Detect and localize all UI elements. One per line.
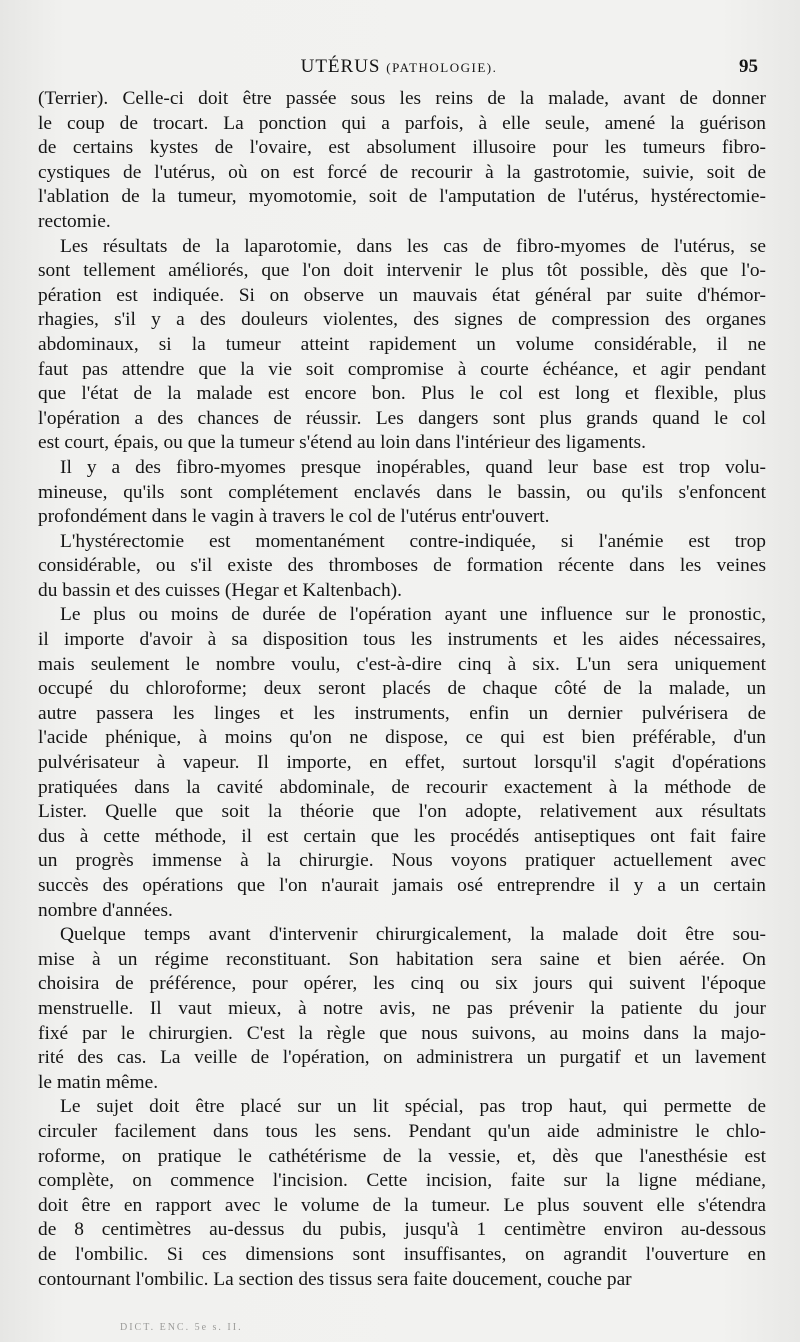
text-line: sont tellement améliorés, que l'on doit intervenir le plus tôt possible, dès que l'o- — [38, 260, 766, 282]
text-line: rectomie. — [38, 210, 111, 232]
text-line: mineuse, qu'ils sont complétement enclavés dans le bassin, ou qu'ils s'enfoncent — [38, 481, 766, 503]
text-line: rhagies, s'il y a des douleurs violentes, des signes de compression des organes — [38, 309, 766, 331]
printer-signature: DICT. ENC. 5e s. II. — [120, 1322, 243, 1333]
paragraph — [38, 456, 766, 530]
text-line: Quelque temps avant d'intervenir chirurgicalement, la malade doit être sou- — [60, 924, 766, 946]
text-line: est court, épais, ou que la tumeur s'étend au loin dans l'intérieur des ligaments. — [38, 432, 646, 454]
text-line: Le plus ou moins de durée de l'opération ayant une influence sur le pronostic, — [60, 604, 766, 626]
text-line: occupé du chloroforme; deux seront placés de chaque côté de la malade, un — [38, 678, 766, 700]
text-line: doit être en rapport avec le volume de la tumeur. Le plus souvent elle s'étendra — [38, 1194, 766, 1216]
text-line: le coup de trocart. La ponction qui a parfois, à elle seule, amené la guérison — [38, 112, 766, 134]
text-line: complète, on commence l'incision. Cette incision, faite sur la ligne médiane, — [38, 1170, 766, 1192]
paragraph — [38, 87, 766, 235]
text-line: roforme, on pratique le cathétérisme de la vessie, et, dès que l'anesthésie est — [38, 1145, 766, 1167]
text-line: (Terrier). Celle-ci doit être passée sous les reins de la malade, avant de donner — [38, 88, 766, 109]
text-line: le matin même. — [38, 1071, 159, 1093]
text-line: abdominaux, si la tumeur atteint rapidement un volume considérable, il ne — [38, 333, 766, 355]
text-line: de l'ombilic. Si ces dimensions sont insuffisantes, on agrandit l'ouverture en — [38, 1243, 766, 1265]
text-line: fixé par le chirurgien. C'est la règle que nous suivons, au moins dans la majo- — [38, 1022, 766, 1044]
running-header — [38, 56, 760, 82]
text-line: cystiques de l'utérus, où on est forcé de recourir à la gastrotomie, suivie, soit de — [38, 161, 766, 183]
paragraph — [38, 923, 766, 1095]
text-line: mais seulement le nombre voulu, c'est-à-dire cinq à six. L'un sera uniquement — [38, 653, 766, 675]
text-line: nombre d'années. — [38, 899, 173, 921]
text-line: considérable, ou s'il existe des thromboses de formation récente dans les veines — [38, 555, 766, 577]
text-line: du bassin et des cuisses (Hegar et Kaltenbach). — [38, 579, 402, 601]
text-line: Il y a des fibro-myomes presque inopérables, quand leur base est trop volu- — [60, 456, 766, 478]
paragraph — [38, 235, 766, 456]
text-line: l'ablation de la tumeur, myomotomie, soit de l'amputation de l'utérus, hystérectomie- — [38, 186, 766, 208]
text-line: pération est indiquée. Si on observe un mauvais état général par suite d'hémor- — [38, 284, 766, 306]
text-line: pratiquées dans la cavité abdominale, de recourir exactement à la méthode de — [38, 776, 766, 798]
running-title — [38, 56, 760, 78]
body-text — [38, 87, 766, 1292]
text-line: il importe d'avoir à sa disposition tous les instruments et les aides nécessaires, — [38, 629, 766, 651]
text-line: l'opération a des chances de réussir. Les dangers sont plus grands quand le col — [38, 407, 766, 429]
text-line: que l'état de la malade est encore bon. Plus le col est long et flexible, plus — [38, 383, 766, 405]
running-title-main: UTÉRUS — [300, 56, 381, 77]
text-line: de certains kystes de l'ovaire, est absolument illusoire pour les tumeurs fibro- — [38, 137, 766, 159]
text-line: contournant l'ombilic. La section des tissus sera faite doucement, couche par — [38, 1268, 632, 1290]
text-line: rité des cas. La veille de l'opération, on administrera un purgatif et un lavement — [38, 1047, 766, 1069]
text-line: mise à un régime reconstituant. Son habitation sera saine et bien aérée. On — [38, 948, 766, 970]
text-line: un progrès immense à la chirurgie. Nous voyons pratiquer actuellement avec — [38, 850, 766, 872]
paragraph — [38, 1095, 766, 1292]
text-line: Le sujet doit être placé sur un lit spécial, pas trop haut, qui permette de — [60, 1096, 766, 1118]
text-line: dus à cette méthode, il est certain que les procédés antiseptiques ont fait faire — [38, 825, 766, 847]
text-line: circuler facilement dans tous les sens. Pendant qu'un aide administre le chlo- — [38, 1120, 766, 1142]
text-line: profondément dans le vagin à travers le col de l'utérus entr'ouvert. — [38, 506, 550, 528]
text-line: l'acide phénique, à moins qu'on ne dispose, ce qui est bien préférable, d'un — [38, 727, 766, 749]
text-line: Lister. Quelle que soit la théorie que l'on adopte, relativement aux résultats — [38, 801, 766, 823]
text-line: L'hystérectomie est momentanément contre-indiquée, si l'anémie est trop — [60, 530, 766, 552]
running-title-paren: (PATHOLOGIE). — [386, 60, 498, 75]
text-line: Les résultats de la laparotomie, dans les cas de fibro-myomes de l'utérus, se — [60, 235, 766, 257]
text-line: faut pas attendre que la vie soit compromise à courte échéance, et agir pendant — [38, 358, 766, 380]
page-number: 95 — [739, 56, 758, 77]
text-line: de 8 centimètres au-dessus du pubis, jusqu'à 1 centimètre environ au-dessous — [38, 1219, 766, 1241]
text-line: autre passera les linges et les instruments, enfin un dernier pulvérisera de — [38, 702, 766, 724]
text-line: succès des opérations que l'on n'aurait jamais osé entreprendre il y a un certain — [38, 875, 766, 896]
text-line: choisira de préférence, pour opérer, les cinq ou six jours qui suivent l'époque — [38, 973, 766, 995]
paragraph — [38, 530, 766, 604]
text-line: pulvérisateur à vapeur. Il importe, en effet, surtout lorsqu'il s'agit d'opérations — [38, 752, 766, 774]
paragraph — [38, 603, 766, 923]
text-line: menstruelle. Il vaut mieux, à notre avis, ne pas prévenir la patiente du jour — [38, 997, 766, 1019]
